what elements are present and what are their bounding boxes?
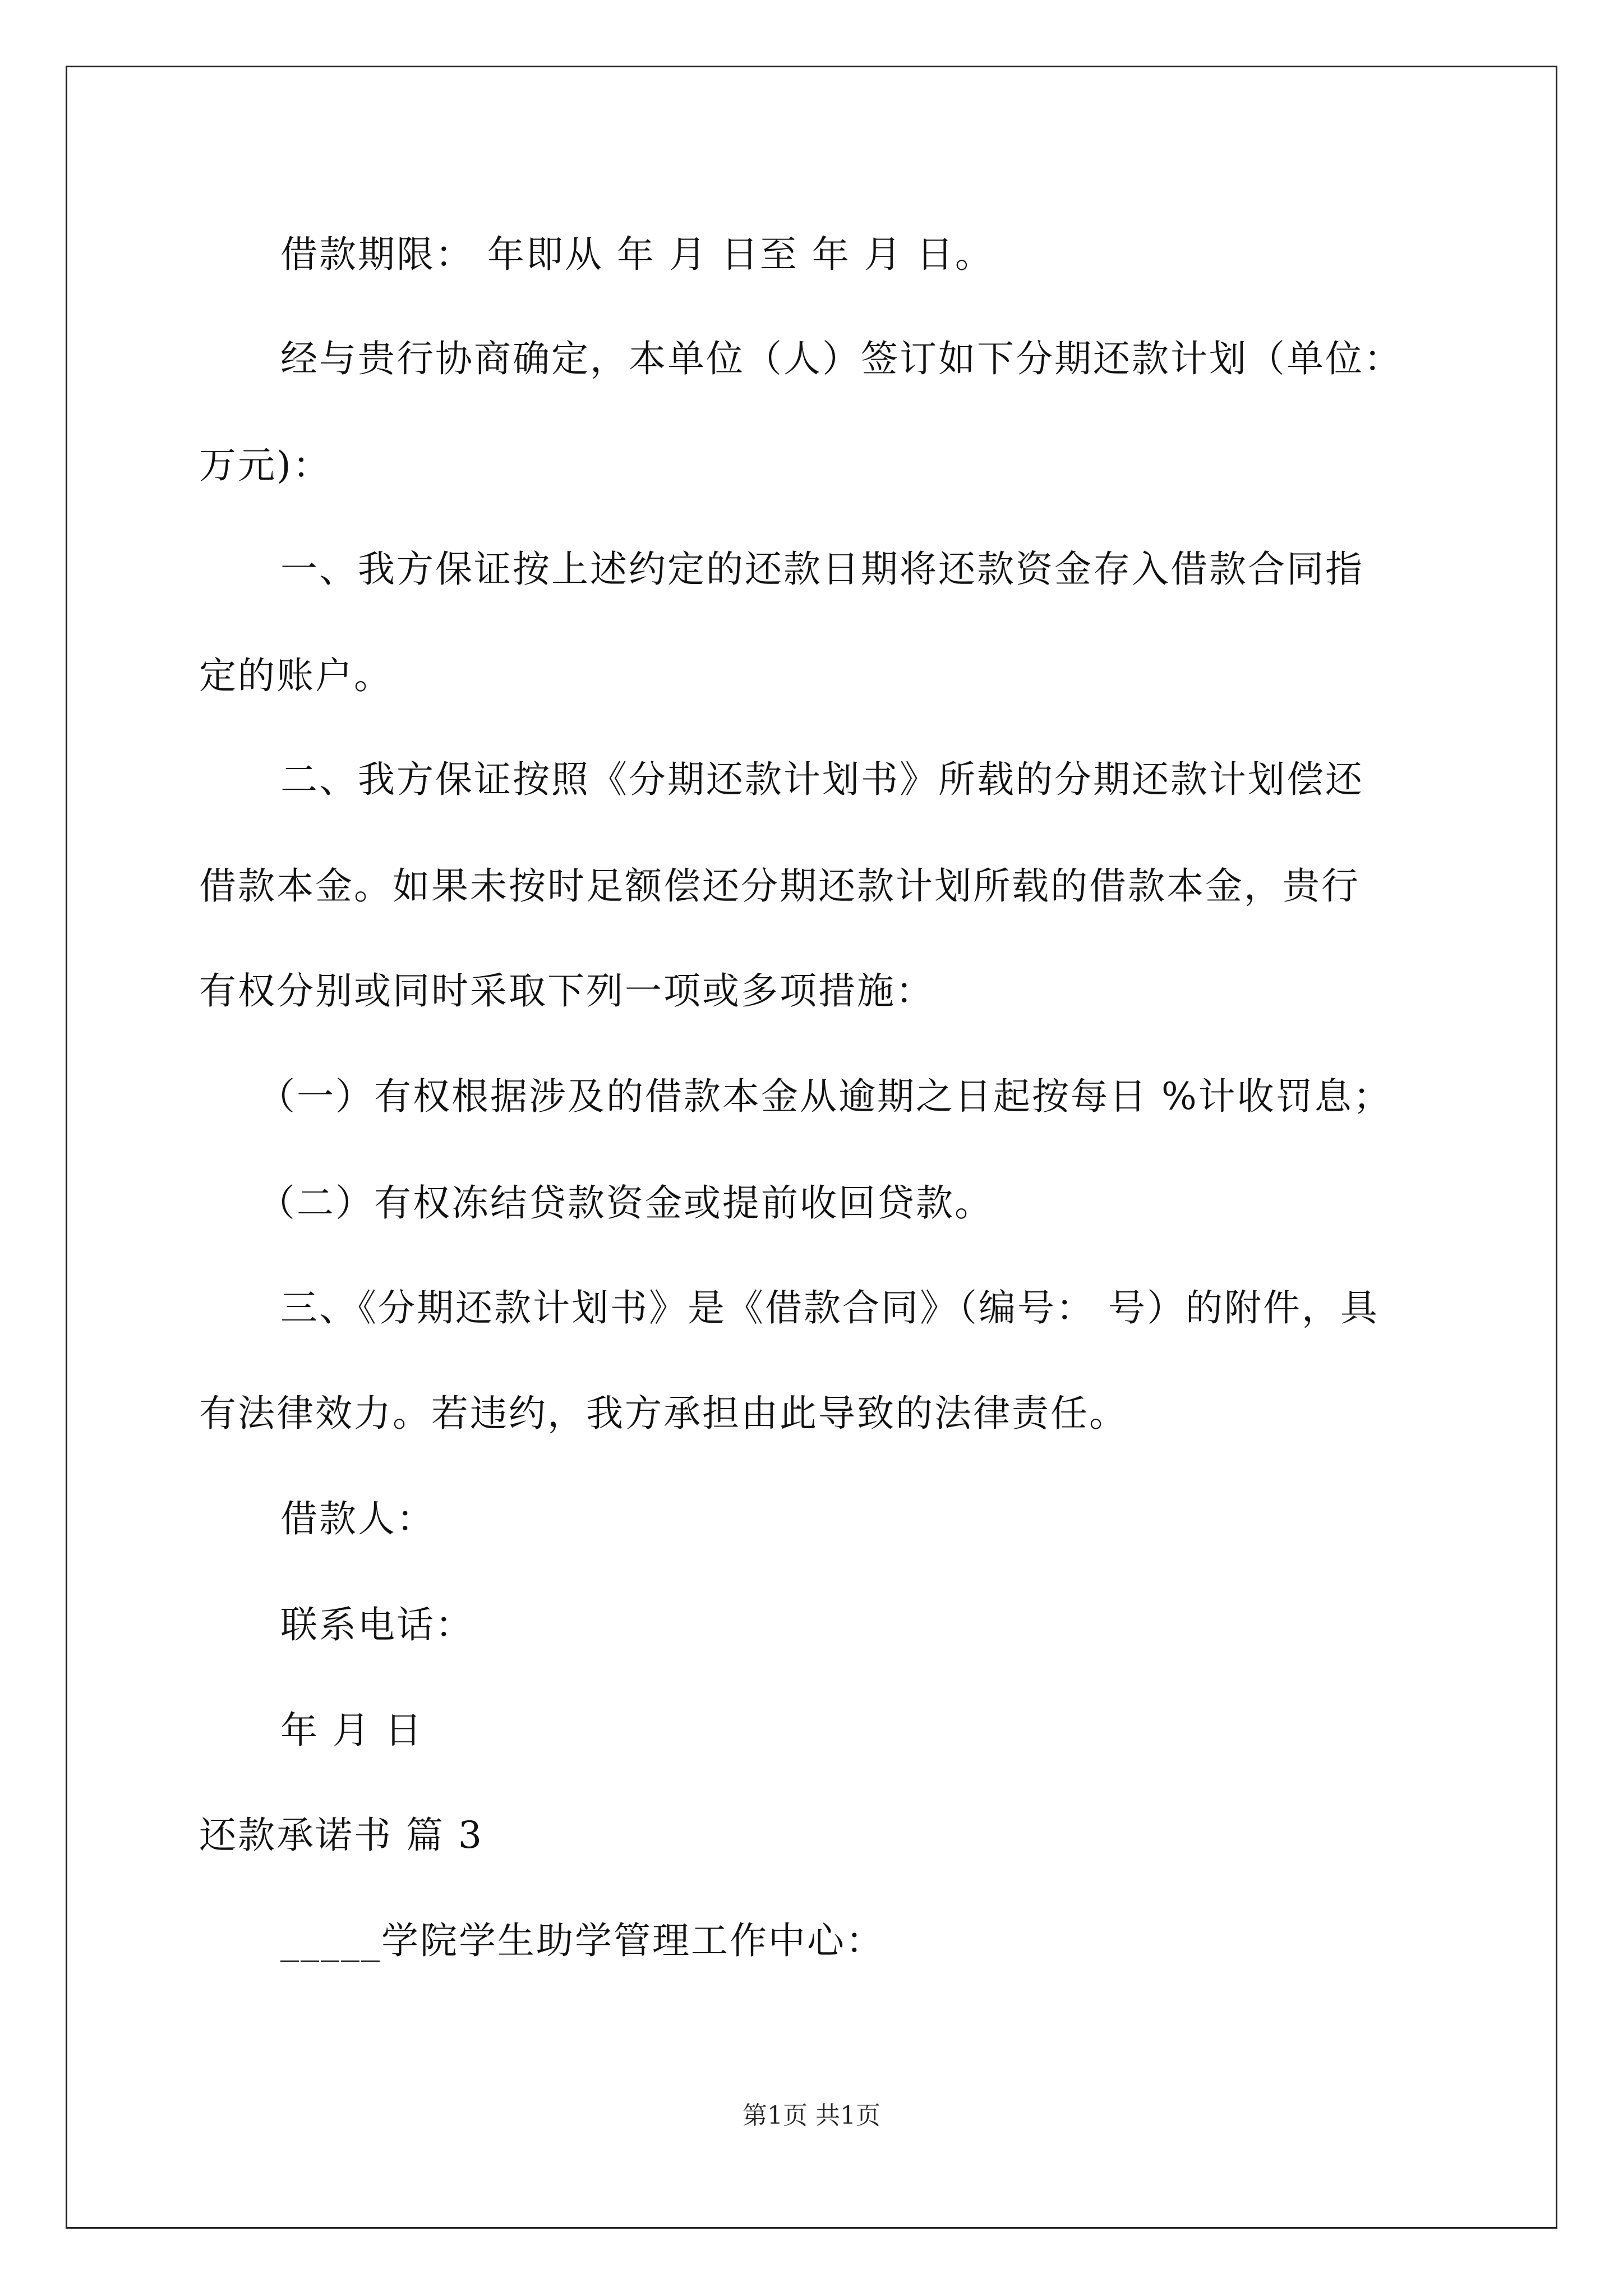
section-heading: 还款承诺书 篇 3 bbox=[199, 1814, 483, 1857]
clause-one-line-2: 定的账户。 bbox=[199, 654, 393, 697]
clause-three-line-2: 有法律效力。若违约，我方承担由此导致的法律责任。 bbox=[199, 1392, 1128, 1435]
clause-two-line-2: 借款本金。如果未按时足额偿还分期还款计划所载的借款本金，贵行 bbox=[199, 864, 1360, 908]
addressee-line: _____学院学生助学管理工作中心： bbox=[280, 1919, 884, 1962]
clause-one-line-1: 一、我方保证按上述约定的还款日期将还款资金存入借款合同指 bbox=[280, 547, 1364, 591]
date-line: 年 月 日 bbox=[280, 1709, 423, 1752]
phone-line: 联系电话： bbox=[280, 1603, 474, 1646]
measure-two-line: （二）有权冻结贷款资金或提前收回贷款。 bbox=[258, 1181, 993, 1225]
loan-term-line: 借款期限： 年即从 年 月 日至 年 月 日。 bbox=[280, 233, 994, 276]
clause-two-line-1: 二、我方保证按照《分期还款计划书》所载的分期还款计划偿还 bbox=[280, 758, 1364, 801]
measure-one-line: （一）有权根据涉及的借款本金从逾期之日起按每日 %计收罚息； bbox=[258, 1075, 1392, 1118]
clause-three-line-1: 三、《分期还款计划书》是《借款合同》（编号： 号）的附件，具 bbox=[280, 1286, 1379, 1329]
page-border bbox=[66, 66, 1557, 2229]
repayment-plan-intro-line: 经与贵行协商确定，本单位（人）签订如下分期还款计划（单位： bbox=[280, 337, 1403, 380]
unit-line: 万元)： bbox=[199, 444, 331, 487]
borrower-line: 借款人： bbox=[280, 1497, 435, 1540]
clause-two-line-3: 有权分别或同时采取下列一项或多项措施： bbox=[199, 969, 934, 1013]
page-footer: 第1页 共1页 bbox=[743, 2101, 880, 2130]
